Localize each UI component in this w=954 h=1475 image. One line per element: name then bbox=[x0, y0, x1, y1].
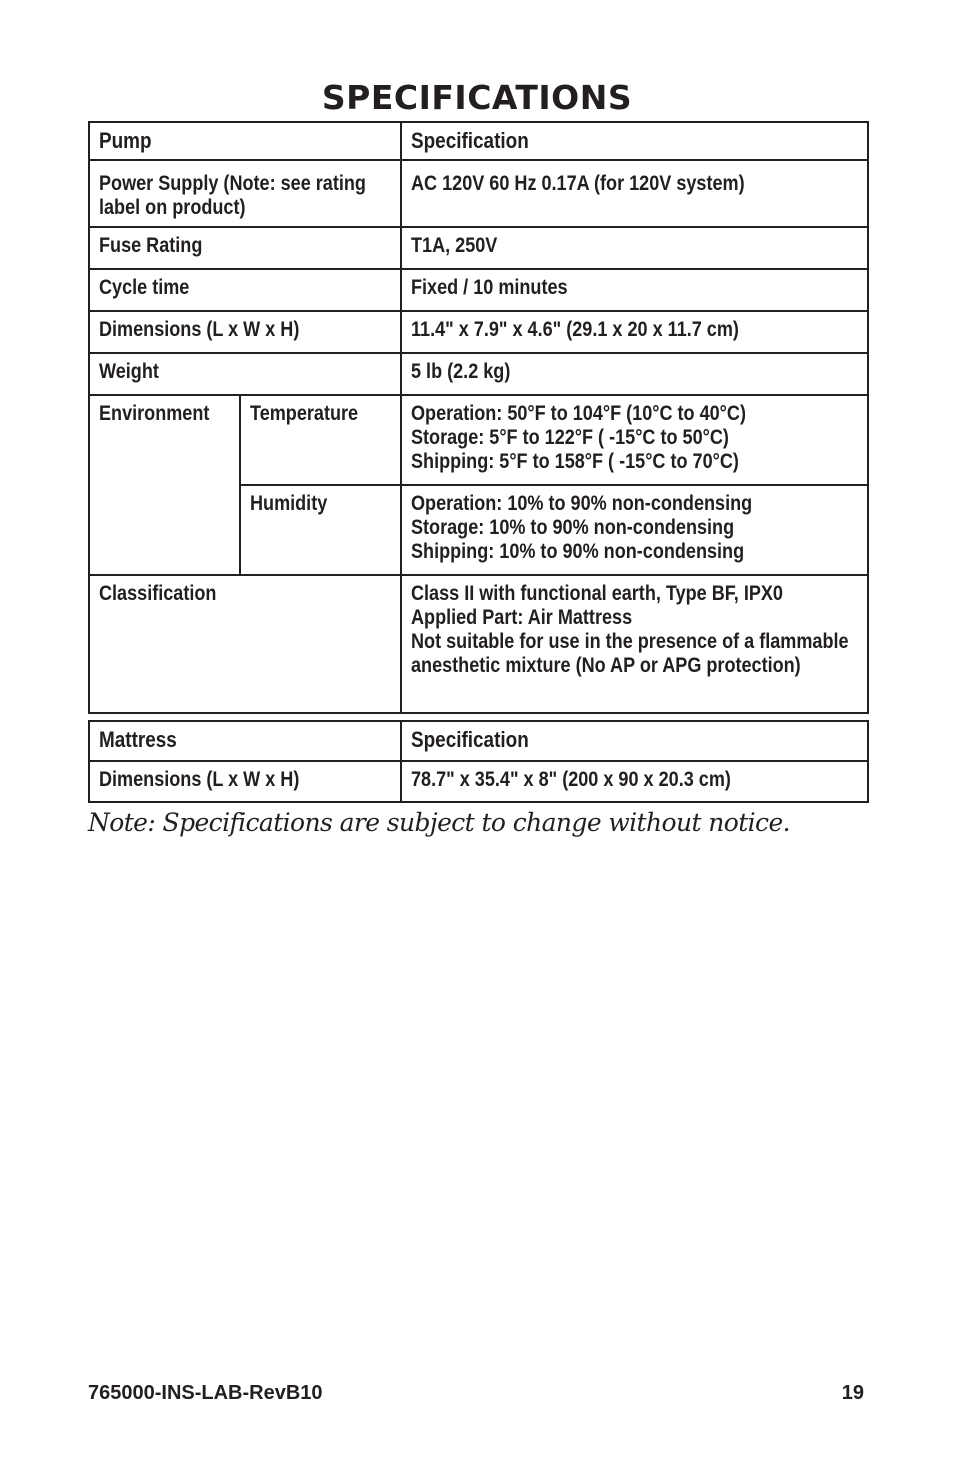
header-pump: Pump bbox=[89, 122, 401, 160]
header-specification: Specification bbox=[401, 122, 868, 160]
mattress-spec-table bbox=[88, 720, 869, 803]
page-title: SPECIFICATIONS bbox=[321, 78, 633, 117]
row-label-cycle-time: Cycle time bbox=[89, 269, 401, 311]
row-label-power-supply: Power Supply (Note: see rating label on product) bbox=[89, 160, 401, 227]
row-sublabel-temperature: Temperature bbox=[240, 395, 401, 485]
row-sublabel-humidity: Humidity bbox=[240, 485, 401, 575]
table-row bbox=[89, 269, 868, 311]
table-header-row bbox=[89, 721, 868, 761]
row-label-environment: Environment bbox=[89, 395, 240, 575]
row-label-mattress-dimensions: Dimensions (L x W x H) bbox=[89, 761, 401, 802]
row-label-dimensions: Dimensions (L x W x H) bbox=[89, 311, 401, 353]
row-value-classification: Class II with functional earth, Type BF, IPX0 Applied Part: Air Mattress Not suitable for use in the presence of a flammable anesthetic mixture (No AP or APG protection) bbox=[401, 575, 868, 713]
row-label-weight: Weight bbox=[89, 353, 401, 395]
row-value-fuse-rating: T1A, 250V bbox=[401, 227, 868, 269]
table-row bbox=[89, 395, 868, 485]
table-header-row bbox=[89, 122, 868, 160]
row-value-temperature: Operation: 50°F to 104°F (10°C to 40°C) Storage: 5°F to 122°F ( -15°C to 50°C) Shipping: 5°F to 158°F ( -15°C to 70°C) bbox=[401, 395, 868, 485]
row-value-cycle-time: Fixed / 10 minutes bbox=[401, 269, 868, 311]
pump-spec-table bbox=[88, 121, 869, 714]
table-row bbox=[89, 311, 868, 353]
table-row bbox=[89, 353, 868, 395]
header-specification: Specification bbox=[401, 721, 868, 761]
row-label-fuse-rating: Fuse Rating bbox=[89, 227, 401, 269]
page-number: 19 bbox=[841, 1382, 864, 1404]
table-row bbox=[89, 227, 868, 269]
table-row bbox=[89, 575, 868, 713]
document-id: 765000-INS-LAB-RevB10 bbox=[88, 1382, 323, 1404]
row-value-weight: 5 lb (2.2 kg) bbox=[401, 353, 868, 395]
row-value-dimensions: 11.4" x 7.9" x 4.6" (29.1 x 20 x 11.7 cm) bbox=[401, 311, 868, 353]
table-row bbox=[89, 761, 868, 802]
row-label-classification: Classification bbox=[89, 575, 401, 713]
row-value-humidity: Operation: 10% to 90% non-condensing Storage: 10% to 90% non-condensing Shipping: 10% to 90% non-condensing bbox=[401, 485, 868, 575]
row-value-mattress-dimensions: 78.7" x 35.4" x 8" (200 x 90 x 20.3 cm) bbox=[401, 761, 868, 802]
specifications-note: Note: Specifications are subject to change without notice. bbox=[88, 808, 790, 837]
row-value-power-supply: AC 120V 60 Hz 0.17A (for 120V system) bbox=[401, 160, 868, 227]
table-row bbox=[89, 160, 868, 227]
header-mattress: Mattress bbox=[89, 721, 401, 761]
